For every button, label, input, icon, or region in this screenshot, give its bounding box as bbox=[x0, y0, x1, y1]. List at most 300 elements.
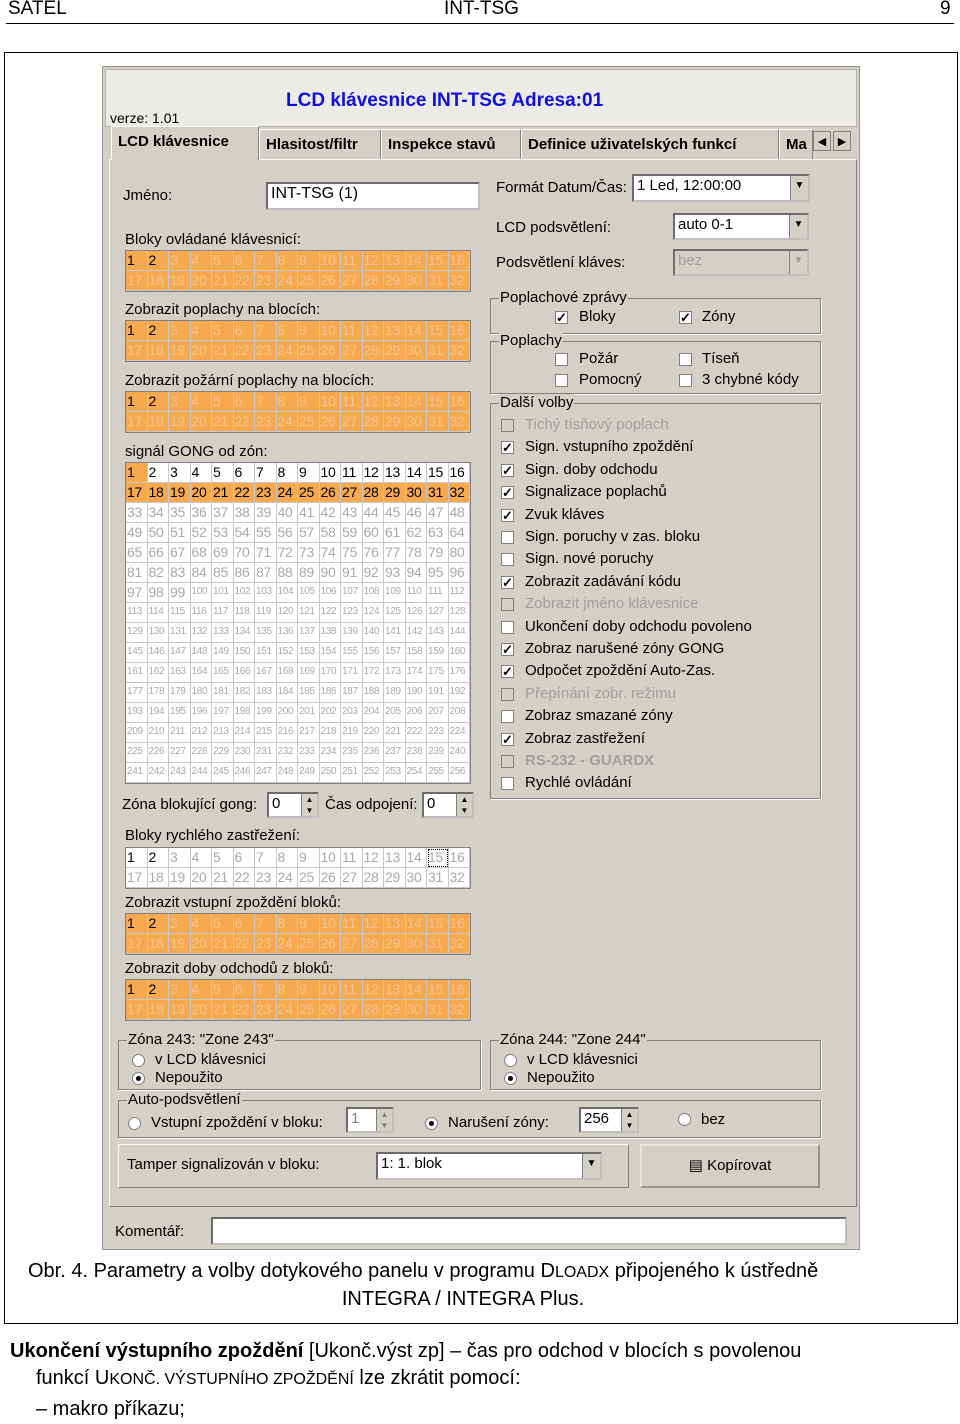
grid-cell[interactable]: 73 bbox=[298, 543, 320, 563]
grid-cell[interactable]: 204 bbox=[363, 703, 385, 723]
grid-cell[interactable]: 91 bbox=[341, 563, 363, 583]
grid-cell[interactable]: 211 bbox=[169, 723, 191, 743]
option-checkbox[interactable] bbox=[501, 688, 514, 701]
grid-cell[interactable]: 243 bbox=[169, 763, 191, 783]
chevron-down-icon[interactable]: ▼ bbox=[789, 251, 807, 274]
grid-cell[interactable]: 221 bbox=[384, 723, 406, 743]
grid-cell[interactable]: 9 bbox=[298, 980, 320, 1000]
grid-cell[interactable]: 78 bbox=[406, 543, 428, 563]
grid-cell[interactable]: 4 bbox=[191, 914, 213, 934]
grid-cell[interactable]: 205 bbox=[384, 703, 406, 723]
grid-cell[interactable]: 72 bbox=[277, 543, 299, 563]
grid-cell[interactable]: 22 bbox=[234, 1000, 256, 1020]
grid-cell[interactable]: 32 bbox=[449, 341, 471, 361]
fire-grid[interactable] bbox=[125, 391, 471, 433]
grid-cell[interactable]: 21 bbox=[212, 1000, 234, 1020]
grid-cell[interactable]: 107 bbox=[341, 583, 363, 603]
grid-cell[interactable]: 23 bbox=[255, 934, 277, 954]
grid-cell[interactable]: 225 bbox=[126, 743, 148, 763]
grid-cell[interactable]: 18 bbox=[148, 934, 170, 954]
grid-cell[interactable]: 7 bbox=[255, 914, 277, 934]
grid-cell[interactable]: 197 bbox=[212, 703, 234, 723]
grid-cell[interactable]: 30 bbox=[406, 934, 428, 954]
grid-cell[interactable]: 23 bbox=[255, 412, 277, 432]
grid-cell[interactable]: 136 bbox=[277, 623, 299, 643]
grid-cell[interactable]: 15 bbox=[427, 392, 449, 412]
grid-cell[interactable]: 229 bbox=[212, 743, 234, 763]
grid-cell[interactable]: 193 bbox=[126, 703, 148, 723]
grid-cell[interactable]: 169 bbox=[298, 663, 320, 683]
blocks-checkbox[interactable]: ✓ bbox=[556, 310, 567, 325]
grid-cell[interactable]: 12 bbox=[363, 392, 385, 412]
grid-cell[interactable]: 12 bbox=[363, 251, 385, 271]
grid-cell[interactable]: 18 bbox=[148, 483, 170, 503]
grid-cell[interactable]: 248 bbox=[277, 763, 299, 783]
grid-cell[interactable]: 10 bbox=[320, 251, 342, 271]
grid-cell[interactable]: 145 bbox=[126, 643, 148, 663]
chevron-down-icon[interactable]: ▼ bbox=[789, 215, 807, 238]
grid-cell[interactable]: 212 bbox=[191, 723, 213, 743]
grid-cell[interactable]: 7 bbox=[255, 980, 277, 1000]
grid-cell[interactable]: 251 bbox=[341, 763, 363, 783]
grid-cell[interactable]: 119 bbox=[255, 603, 277, 623]
option-checkbox[interactable]: ✓ bbox=[502, 574, 513, 590]
grid-cell[interactable]: 241 bbox=[126, 763, 148, 783]
grid-cell[interactable]: 11 bbox=[341, 914, 363, 934]
grid-cell[interactable]: 25 bbox=[298, 412, 320, 432]
grid-cell[interactable]: 235 bbox=[341, 743, 363, 763]
grid-cell[interactable]: 196 bbox=[191, 703, 213, 723]
grid-cell[interactable]: 3 bbox=[169, 251, 191, 271]
grid-cell[interactable]: 32 bbox=[449, 483, 471, 503]
grid-cell[interactable]: 150 bbox=[234, 643, 256, 663]
grid-cell[interactable]: 144 bbox=[449, 623, 471, 643]
grid-cell[interactable]: 57 bbox=[298, 523, 320, 543]
grid-cell[interactable]: 47 bbox=[427, 503, 449, 523]
grid-cell[interactable]: 6 bbox=[234, 251, 256, 271]
grid-cell[interactable]: 51 bbox=[169, 523, 191, 543]
grid-cell[interactable]: 172 bbox=[363, 663, 385, 683]
grid-cell[interactable]: 187 bbox=[341, 683, 363, 703]
grid-cell[interactable]: 185 bbox=[298, 683, 320, 703]
grid-cell[interactable]: 3 bbox=[169, 392, 191, 412]
grid-cell[interactable]: 12 bbox=[363, 463, 385, 483]
grid-cell[interactable]: 191 bbox=[427, 683, 449, 703]
grid-cell[interactable]: 20 bbox=[191, 1000, 213, 1020]
grid-cell[interactable]: 30 bbox=[406, 483, 428, 503]
grid-cell[interactable]: 13 bbox=[384, 321, 406, 341]
grid-cell[interactable]: 179 bbox=[169, 683, 191, 703]
grid-cell[interactable]: 34 bbox=[148, 503, 170, 523]
grid-cell[interactable]: 12 bbox=[363, 848, 385, 868]
grid-cell[interactable]: 37 bbox=[212, 503, 234, 523]
grid-cell[interactable]: 29 bbox=[384, 868, 406, 888]
grid-cell[interactable]: 6 bbox=[234, 914, 256, 934]
grid-cell[interactable]: 24 bbox=[277, 868, 299, 888]
grid-cell[interactable]: 199 bbox=[255, 703, 277, 723]
grid-cell[interactable]: 21 bbox=[212, 868, 234, 888]
grid-cell[interactable]: 113 bbox=[126, 603, 148, 623]
grid-cell[interactable]: 15 bbox=[427, 914, 449, 934]
grid-cell[interactable]: 9 bbox=[298, 321, 320, 341]
grid-cell[interactable]: 201 bbox=[298, 703, 320, 723]
grid-cell[interactable]: 13 bbox=[384, 980, 406, 1000]
grid-cell[interactable]: 162 bbox=[148, 663, 170, 683]
grid-cell[interactable]: 166 bbox=[234, 663, 256, 683]
grid-cell[interactable]: 153 bbox=[298, 643, 320, 663]
grid-cell[interactable]: 10 bbox=[320, 980, 342, 1000]
grid-cell[interactable]: 98 bbox=[148, 583, 170, 603]
grid-cell[interactable]: 151 bbox=[255, 643, 277, 663]
grid-cell[interactable]: 242 bbox=[148, 763, 170, 783]
grid-cell[interactable]: 9 bbox=[298, 463, 320, 483]
grid-cell[interactable]: 115 bbox=[169, 603, 191, 623]
grid-cell[interactable]: 222 bbox=[406, 723, 428, 743]
grid-cell[interactable]: 163 bbox=[169, 663, 191, 683]
grid-cell[interactable]: 80 bbox=[449, 543, 471, 563]
grid-cell[interactable]: 86 bbox=[234, 563, 256, 583]
grid-cell[interactable]: 85 bbox=[212, 563, 234, 583]
zone-block-gong-input[interactable] bbox=[267, 792, 319, 818]
grid-cell[interactable]: 82 bbox=[148, 563, 170, 583]
grid-cell[interactable]: 120 bbox=[277, 603, 299, 623]
grid-cell[interactable]: 77 bbox=[384, 543, 406, 563]
grid-cell[interactable]: 81 bbox=[126, 563, 148, 583]
grid-cell[interactable]: 231 bbox=[255, 743, 277, 763]
grid-cell[interactable]: 5 bbox=[212, 914, 234, 934]
grid-cell[interactable]: 31 bbox=[427, 483, 449, 503]
option-checkbox[interactable]: ✓ bbox=[502, 507, 513, 523]
grid-cell[interactable]: 134 bbox=[234, 623, 256, 643]
grid-cell[interactable]: 35 bbox=[169, 503, 191, 523]
grid-cell[interactable]: 87 bbox=[255, 563, 277, 583]
comment-input[interactable] bbox=[211, 1217, 847, 1245]
grid-cell[interactable]: 9 bbox=[298, 251, 320, 271]
grid-cell[interactable]: 192 bbox=[449, 683, 471, 703]
grid-cell[interactable]: 26 bbox=[320, 934, 342, 954]
grid-cell[interactable]: 7 bbox=[255, 848, 277, 868]
grid-cell[interactable]: 6 bbox=[234, 463, 256, 483]
grid-cell[interactable]: 8 bbox=[277, 463, 299, 483]
grid-cell[interactable]: 19 bbox=[169, 341, 191, 361]
grid-cell[interactable]: 1 bbox=[126, 463, 148, 483]
tamper-select[interactable] bbox=[376, 1152, 602, 1180]
grid-cell[interactable]: 184 bbox=[277, 683, 299, 703]
grid-cell[interactable]: 27 bbox=[341, 868, 363, 888]
grid-cell[interactable]: 156 bbox=[363, 643, 385, 663]
grid-cell[interactable]: 16 bbox=[449, 392, 471, 412]
option-checkbox[interactable] bbox=[501, 755, 514, 768]
grid-cell[interactable]: 141 bbox=[384, 623, 406, 643]
grid-cell[interactable]: 23 bbox=[255, 271, 277, 291]
grid-cell[interactable]: 17 bbox=[126, 412, 148, 432]
grid-cell[interactable]: 155 bbox=[341, 643, 363, 663]
grid-cell[interactable]: 59 bbox=[341, 523, 363, 543]
grid-cell[interactable]: 1 bbox=[126, 848, 148, 868]
grid-cell[interactable]: 36 bbox=[191, 503, 213, 523]
grid-cell[interactable]: 2 bbox=[148, 463, 170, 483]
zone244-lcd-radio[interactable] bbox=[504, 1054, 517, 1067]
grid-cell[interactable]: 8 bbox=[277, 392, 299, 412]
grid-cell[interactable]: 19 bbox=[169, 271, 191, 291]
tab-lcd[interactable]: LCD klávesnice bbox=[111, 126, 259, 160]
grid-cell[interactable]: 4 bbox=[191, 848, 213, 868]
grid-cell[interactable]: 110 bbox=[406, 583, 428, 603]
grid-cell[interactable]: 252 bbox=[363, 763, 385, 783]
grid-cell[interactable]: 173 bbox=[384, 663, 406, 683]
grid-cell[interactable]: 154 bbox=[320, 643, 342, 663]
grid-cell[interactable]: 32 bbox=[449, 934, 471, 954]
option-checkbox[interactable]: ✓ bbox=[502, 731, 513, 747]
grid-cell[interactable]: 94 bbox=[406, 563, 428, 583]
grid-cell[interactable]: 52 bbox=[191, 523, 213, 543]
grid-cell[interactable]: 63 bbox=[427, 523, 449, 543]
grid-cell[interactable]: 240 bbox=[449, 743, 471, 763]
grid-cell[interactable]: 10 bbox=[320, 321, 342, 341]
grid-cell[interactable]: 181 bbox=[212, 683, 234, 703]
grid-cell[interactable]: 44 bbox=[363, 503, 385, 523]
grid-cell[interactable]: 11 bbox=[341, 848, 363, 868]
spinner-icon[interactable]: ▲ ▼ bbox=[376, 1109, 392, 1131]
grid-cell[interactable]: 160 bbox=[449, 643, 471, 663]
grid-cell[interactable]: 43 bbox=[341, 503, 363, 523]
grid-cell[interactable]: 14 bbox=[406, 914, 428, 934]
grid-cell[interactable]: 6 bbox=[234, 321, 256, 341]
grid-cell[interactable]: 14 bbox=[406, 392, 428, 412]
grid-cell[interactable]: 4 bbox=[191, 980, 213, 1000]
grid-cell[interactable]: 31 bbox=[427, 868, 449, 888]
option-checkbox[interactable]: ✓ bbox=[502, 642, 513, 657]
grid-cell[interactable]: 26 bbox=[320, 483, 342, 503]
grid-cell[interactable]: 39 bbox=[255, 503, 277, 523]
exit-delay-grid[interactable] bbox=[125, 979, 471, 1021]
grid-cell[interactable]: 14 bbox=[406, 251, 428, 271]
grid-cell[interactable]: 16 bbox=[449, 914, 471, 934]
grid-cell[interactable]: 16 bbox=[449, 848, 471, 868]
grid-cell[interactable]: 22 bbox=[234, 341, 256, 361]
grid-cell[interactable]: 2 bbox=[148, 321, 170, 341]
grid-cell[interactable]: 177 bbox=[126, 683, 148, 703]
grid-cell[interactable]: 27 bbox=[341, 341, 363, 361]
option-checkbox[interactable] bbox=[501, 531, 514, 544]
option-checkbox[interactable]: ✓ bbox=[502, 485, 513, 501]
grid-cell[interactable]: 105 bbox=[298, 583, 320, 603]
grid-cell[interactable]: 6 bbox=[234, 980, 256, 1000]
tab-more[interactable]: Ma bbox=[779, 129, 813, 159]
grid-cell[interactable]: 176 bbox=[449, 663, 471, 683]
grid-cell[interactable]: 188 bbox=[363, 683, 385, 703]
grid-cell[interactable]: 26 bbox=[320, 412, 342, 432]
grid-cell[interactable]: 157 bbox=[384, 643, 406, 663]
datetime-select[interactable] bbox=[632, 174, 810, 202]
grid-cell[interactable]: 111 bbox=[427, 583, 449, 603]
entry-delay-radio[interactable] bbox=[128, 1117, 141, 1130]
grid-cell[interactable]: 31 bbox=[427, 341, 449, 361]
grid-cell[interactable]: 95 bbox=[427, 563, 449, 583]
grid-cell[interactable]: 40 bbox=[277, 503, 299, 523]
grid-cell[interactable]: 28 bbox=[363, 341, 385, 361]
grid-cell[interactable]: 127 bbox=[427, 603, 449, 623]
grid-cell[interactable]: 7 bbox=[255, 251, 277, 271]
grid-cell[interactable]: 30 bbox=[406, 868, 428, 888]
grid-cell[interactable]: 17 bbox=[126, 868, 148, 888]
grid-cell[interactable]: 53 bbox=[212, 523, 234, 543]
grid-cell[interactable]: 31 bbox=[427, 934, 449, 954]
grid-cell[interactable]: 24 bbox=[277, 412, 299, 432]
grid-cell[interactable]: 22 bbox=[234, 412, 256, 432]
grid-cell[interactable]: 24 bbox=[277, 341, 299, 361]
grid-cell[interactable]: 5 bbox=[212, 980, 234, 1000]
grid-cell[interactable]: 215 bbox=[255, 723, 277, 743]
grid-cell[interactable]: 254 bbox=[406, 763, 428, 783]
grid-cell[interactable]: 219 bbox=[341, 723, 363, 743]
grid-cell[interactable]: 71 bbox=[255, 543, 277, 563]
grid-cell[interactable]: 20 bbox=[191, 271, 213, 291]
grid-cell[interactable]: 12 bbox=[363, 321, 385, 341]
grid-cell[interactable]: 99 bbox=[169, 583, 191, 603]
grid-cell[interactable]: 13 bbox=[384, 251, 406, 271]
grid-cell[interactable]: 1 bbox=[126, 914, 148, 934]
grid-cell[interactable]: 24 bbox=[277, 934, 299, 954]
grid-cell[interactable]: 118 bbox=[234, 603, 256, 623]
grid-cell[interactable]: 165 bbox=[212, 663, 234, 683]
grid-cell[interactable]: 247 bbox=[255, 763, 277, 783]
grid-cell[interactable]: 76 bbox=[363, 543, 385, 563]
grid-cell[interactable]: 253 bbox=[384, 763, 406, 783]
blocks-grid[interactable] bbox=[125, 250, 471, 292]
grid-cell[interactable]: 25 bbox=[298, 934, 320, 954]
grid-cell[interactable]: 22 bbox=[234, 483, 256, 503]
grid-cell[interactable]: 10 bbox=[320, 848, 342, 868]
name-input[interactable]: INT-TSG (1) bbox=[266, 182, 480, 210]
grid-cell[interactable]: 75 bbox=[341, 543, 363, 563]
grid-cell[interactable]: 3 bbox=[169, 914, 191, 934]
zone243-unused-radio[interactable] bbox=[132, 1072, 145, 1085]
grid-cell[interactable]: 19 bbox=[169, 1000, 191, 1020]
option-checkbox[interactable] bbox=[501, 777, 514, 790]
grid-cell[interactable]: 25 bbox=[298, 271, 320, 291]
quick-arm-grid[interactable] bbox=[125, 847, 471, 889]
grid-cell[interactable]: 41 bbox=[298, 503, 320, 523]
grid-cell[interactable]: 186 bbox=[320, 683, 342, 703]
grid-cell[interactable]: 3 bbox=[169, 463, 191, 483]
zone243-lcd-radio[interactable] bbox=[132, 1054, 145, 1067]
grid-cell[interactable]: 96 bbox=[449, 563, 471, 583]
grid-cell[interactable]: 3 bbox=[169, 848, 191, 868]
grid-cell[interactable]: 108 bbox=[363, 583, 385, 603]
grid-cell[interactable]: 220 bbox=[363, 723, 385, 743]
grid-cell[interactable]: 234 bbox=[320, 743, 342, 763]
grid-cell[interactable]: 208 bbox=[449, 703, 471, 723]
grid-cell[interactable]: 182 bbox=[234, 683, 256, 703]
grid-cell[interactable]: 93 bbox=[384, 563, 406, 583]
grid-cell[interactable]: 255 bbox=[427, 763, 449, 783]
fire-checkbox[interactable] bbox=[555, 353, 568, 366]
grid-cell[interactable]: 228 bbox=[191, 743, 213, 763]
grid-cell[interactable]: 224 bbox=[449, 723, 471, 743]
grid-cell[interactable]: 29 bbox=[384, 483, 406, 503]
option-checkbox[interactable] bbox=[501, 621, 514, 634]
grid-cell[interactable]: 2 bbox=[148, 914, 170, 934]
grid-cell[interactable]: 92 bbox=[363, 563, 385, 583]
grid-cell[interactable]: 56 bbox=[277, 523, 299, 543]
grid-cell[interactable]: 12 bbox=[363, 980, 385, 1000]
grid-cell[interactable]: 48 bbox=[449, 503, 471, 523]
grid-cell[interactable]: 226 bbox=[148, 743, 170, 763]
grid-cell[interactable]: 10 bbox=[320, 392, 342, 412]
grid-cell[interactable]: 117 bbox=[212, 603, 234, 623]
grid-cell[interactable]: 147 bbox=[169, 643, 191, 663]
grid-cell[interactable]: 18 bbox=[148, 412, 170, 432]
grid-cell[interactable]: 123 bbox=[341, 603, 363, 623]
grid-cell[interactable]: 256 bbox=[449, 763, 471, 783]
grid-cell[interactable]: 249 bbox=[298, 763, 320, 783]
grid-cell[interactable]: 28 bbox=[363, 868, 385, 888]
grid-cell[interactable]: 15 bbox=[427, 980, 449, 1000]
grid-cell[interactable]: 32 bbox=[449, 271, 471, 291]
grid-cell[interactable]: 20 bbox=[191, 341, 213, 361]
grid-cell[interactable]: 70 bbox=[234, 543, 256, 563]
panic-checkbox[interactable] bbox=[679, 353, 692, 366]
grid-cell[interactable]: 9 bbox=[298, 914, 320, 934]
grid-cell[interactable]: 20 bbox=[191, 483, 213, 503]
grid-cell[interactable]: 101 bbox=[212, 583, 234, 603]
grid-cell[interactable]: 159 bbox=[427, 643, 449, 663]
grid-cell[interactable]: 175 bbox=[427, 663, 449, 683]
option-checkbox[interactable]: ✓ bbox=[502, 664, 513, 680]
grid-cell[interactable]: 210 bbox=[148, 723, 170, 743]
grid-cell[interactable]: 129 bbox=[126, 623, 148, 643]
grid-cell[interactable]: 74 bbox=[320, 543, 342, 563]
grid-cell[interactable]: 238 bbox=[406, 743, 428, 763]
grid-cell[interactable]: 213 bbox=[212, 723, 234, 743]
grid-cell[interactable]: 60 bbox=[363, 523, 385, 543]
grid-cell[interactable]: 218 bbox=[320, 723, 342, 743]
grid-cell[interactable]: 18 bbox=[148, 1000, 170, 1020]
grid-cell[interactable]: 137 bbox=[298, 623, 320, 643]
grid-cell[interactable]: 23 bbox=[255, 341, 277, 361]
grid-cell[interactable]: 16 bbox=[449, 980, 471, 1000]
grid-cell[interactable]: 84 bbox=[191, 563, 213, 583]
grid-cell[interactable]: 26 bbox=[320, 341, 342, 361]
grid-cell[interactable]: 161 bbox=[126, 663, 148, 683]
grid-cell[interactable]: 102 bbox=[234, 583, 256, 603]
grid-cell[interactable]: 1 bbox=[126, 251, 148, 271]
grid-cell[interactable]: 26 bbox=[320, 1000, 342, 1020]
grid-cell[interactable]: 6 bbox=[234, 848, 256, 868]
grid-cell[interactable]: 14 bbox=[406, 321, 428, 341]
grid-cell[interactable]: 13 bbox=[384, 463, 406, 483]
grid-cell[interactable]: 32 bbox=[449, 1000, 471, 1020]
grid-cell[interactable]: 18 bbox=[148, 271, 170, 291]
grid-cell[interactable]: 8 bbox=[277, 914, 299, 934]
grid-cell[interactable]: 2 bbox=[148, 848, 170, 868]
grid-cell[interactable]: 26 bbox=[320, 271, 342, 291]
grid-cell[interactable]: 164 bbox=[191, 663, 213, 683]
grid-cell[interactable]: 209 bbox=[126, 723, 148, 743]
grid-cell[interactable]: 24 bbox=[277, 271, 299, 291]
grid-cell[interactable]: 149 bbox=[212, 643, 234, 663]
grid-cell[interactable]: 189 bbox=[384, 683, 406, 703]
grid-cell[interactable]: 89 bbox=[298, 563, 320, 583]
grid-cell[interactable]: 171 bbox=[341, 663, 363, 683]
grid-cell[interactable]: 200 bbox=[277, 703, 299, 723]
grid-cell[interactable]: 33 bbox=[126, 503, 148, 523]
grid-cell[interactable]: 31 bbox=[427, 412, 449, 432]
grid-cell[interactable]: 17 bbox=[126, 1000, 148, 1020]
grid-cell[interactable]: 23 bbox=[255, 1000, 277, 1020]
tab-user-functions[interactable]: Definice uživatelských funkcí bbox=[521, 129, 779, 159]
